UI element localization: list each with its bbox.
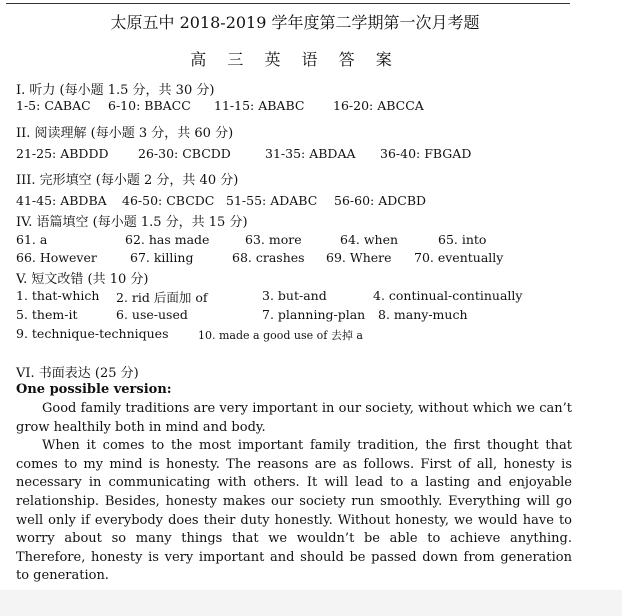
answer-item: 21-25: ABDDD bbox=[16, 146, 109, 161]
answer-item: 9. technique-techniques bbox=[16, 326, 169, 341]
answer-item: 65. into bbox=[438, 232, 487, 247]
answer-item: 11-15: ABABC bbox=[214, 98, 305, 113]
answer-item: 8. many-much bbox=[378, 307, 468, 322]
section-heading-writing: VI. 书面表达 (25 分) bbox=[16, 366, 139, 381]
answer-item: 69. Where bbox=[326, 250, 392, 265]
model-essay bbox=[16, 400, 572, 586]
document-subtitle: 高 三 英 语 答 案 bbox=[190, 50, 400, 69]
section-heading-reading: II. 阅读理解 (每小题 3 分，共 60 分) bbox=[16, 126, 234, 141]
answer-item: 66. However bbox=[16, 250, 97, 265]
page-bottom-strip bbox=[0, 590, 622, 616]
answer-item: 64. when bbox=[340, 232, 399, 247]
answer-item: 68. crashes bbox=[232, 250, 305, 265]
answer-item: 2. rid 后面加 of bbox=[116, 290, 208, 305]
answer-row-correction-3 bbox=[0, 326, 600, 344]
answer-row-grammar-1 bbox=[0, 232, 600, 250]
answer-item: 31-35: ABDAA bbox=[265, 146, 356, 161]
answer-row-correction-2 bbox=[0, 307, 600, 325]
answer-item: 61. a bbox=[16, 232, 48, 247]
answer-item: 26-30: CBCDD bbox=[138, 146, 231, 161]
answer-item: 46-50: CBCDC bbox=[122, 193, 215, 208]
answer-item: 56-60: ADCBD bbox=[334, 193, 427, 208]
answer-row-correction-1 bbox=[0, 288, 600, 306]
answer-item: 1-5: CABAC bbox=[16, 98, 91, 113]
answer-item: 3. but-and bbox=[262, 288, 327, 303]
answer-item: 6-10: BBACC bbox=[108, 98, 191, 113]
answer-item: 51-55: ADABC bbox=[226, 193, 318, 208]
answer-item: 10. made a good use of 去掉 a bbox=[198, 329, 363, 342]
answer-row-reading bbox=[0, 146, 600, 164]
answer-item: 63. more bbox=[245, 232, 302, 247]
answer-item: 67. killing bbox=[130, 250, 194, 265]
answer-item: 4. continual-continually bbox=[373, 288, 523, 303]
answer-row-listening bbox=[0, 98, 600, 116]
answer-item: 62. has made bbox=[125, 232, 210, 247]
answer-item: 70. eventually bbox=[414, 250, 504, 265]
version-label: One possible version: bbox=[16, 382, 172, 397]
section-heading-correction: V. 短文改错 (共 10 分) bbox=[16, 272, 149, 287]
answer-item: 36-40: FBGAD bbox=[380, 146, 472, 161]
answer-item: 5. them-it bbox=[16, 307, 78, 322]
top-rule bbox=[6, 3, 570, 4]
answer-item: 6. use-used bbox=[116, 307, 188, 322]
answer-item: 1. that-which bbox=[16, 288, 100, 303]
answer-row-grammar-2 bbox=[0, 250, 600, 268]
answer-item: 7. planning-plan bbox=[262, 307, 366, 322]
document-title: 太原五中 2018-2019 学年度第二学期第一次月考题 bbox=[110, 13, 480, 32]
section-heading-listening: I. 听力 (每小题 1.5 分，共 30 分) bbox=[16, 83, 215, 98]
answer-item: 41-45: ABDBA bbox=[16, 193, 107, 208]
section-heading-grammar: IV. 语篇填空 (每小题 1.5 分，共 15 分) bbox=[16, 215, 248, 230]
essay-paragraph: When it comes to the most important family tradition, the first thought that comes to my mind is honesty. The reasons are as follows. First of all, honesty is necessary in communicating with others. It will lead to a lasting and enjoyable relationship. Besides, honesty makes our society run smoothly. Everything will go well only if everybody does their duty honestly. Without honesty, we would have to worry about so many things that we wouldn’t be able to achieve anything. Therefore, honesty is very important and should be passed down from generation to generation. bbox=[16, 438, 572, 584]
answer-item: 16-20: ABCCA bbox=[333, 98, 424, 113]
answer-row-cloze bbox=[0, 193, 600, 211]
section-heading-cloze: III. 完形填空 (每小题 2 分，共 40 分) bbox=[16, 173, 239, 188]
essay-paragraph: Good family traditions are very important in our society, without which we can’t grow healthily both in mind and body. bbox=[16, 401, 572, 435]
